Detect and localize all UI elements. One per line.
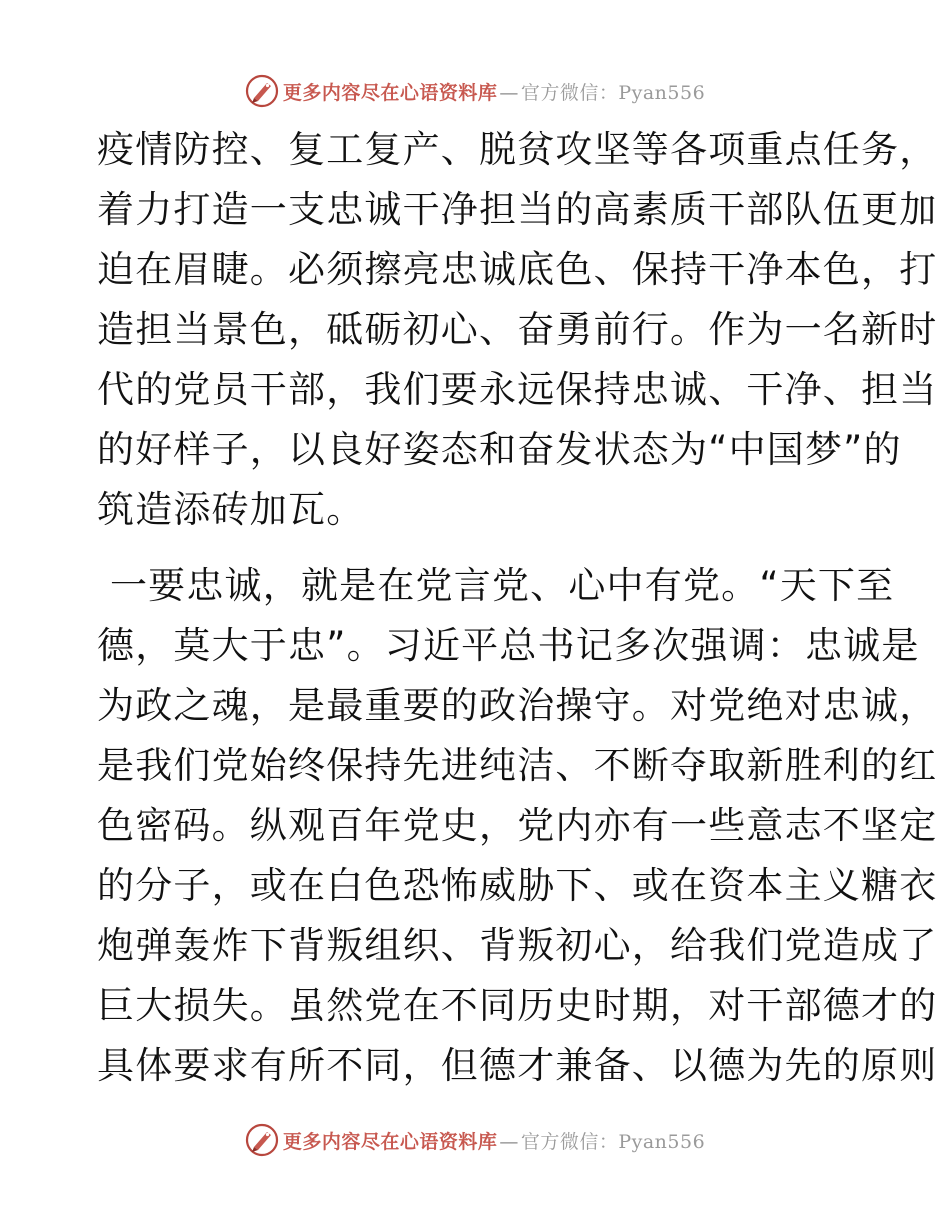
banner-dash: — <box>499 1130 519 1153</box>
banner-dash: — <box>499 81 519 104</box>
text-line: 疫情防控、复工复产、脱贫攻坚等各项重点任务， <box>97 128 938 171</box>
banner-main-text: 更多内容尽在心语资料库 <box>282 81 498 104</box>
header-banner <box>0 73 950 109</box>
text-line: 的好样子，以良好姿态和奋发状态为“中国梦”的 <box>97 428 902 471</box>
text-line: 炮弹轰炸下背叛组织、背叛初心，给我们党造成了 <box>97 924 938 967</box>
pen-nib-logo-icon <box>245 74 279 108</box>
text-line: 一要忠诚，就是在党言党、心中有党。“天下至 <box>97 564 895 607</box>
banner-text <box>283 1127 705 1154</box>
text-line: 德，莫大于忠”。习近平总书记多次强调：忠诚是 <box>97 624 920 667</box>
banner-wechat-text: 官方微信：Pyan556 <box>520 1130 706 1153</box>
pen-nib-logo-icon <box>245 1123 279 1157</box>
text-line: 迫在眉睫。必须擦亮忠诚底色、保持干净本色，打 <box>97 248 938 291</box>
paragraph-1 <box>97 120 938 540</box>
text-line: 色密码。纵观百年党史，党内亦有一些意志不坚定 <box>97 804 938 847</box>
footer-banner <box>0 1122 950 1158</box>
text-line: 具体要求有所不同，但德才兼备、以德为先的原则 <box>97 1044 938 1087</box>
banner-text <box>283 78 705 105</box>
text-line: 是我们党始终保持先进纯洁、不断夺取新胜利的红 <box>97 744 938 787</box>
paragraph-2 <box>97 556 938 1096</box>
text-line: 造担当景色，砥砺初心、奋勇前行。作为一名新时 <box>97 308 938 351</box>
text-line: 代的党员干部，我们要永远保持忠诚、干净、担当 <box>97 368 938 411</box>
text-line: 筑造添砖加瓦。 <box>97 488 365 531</box>
text-line: 的分子，或在白色恐怖威胁下、或在资本主义糖衣 <box>97 864 938 907</box>
banner-wechat-text: 官方微信：Pyan556 <box>520 81 706 104</box>
body-content <box>97 120 938 1096</box>
text-line: 为政之魂，是最重要的政治操守。对党绝对忠诚， <box>97 684 938 727</box>
text-line: 巨大损失。虽然党在不同历史时期，对干部德才的 <box>97 984 938 1027</box>
text-line: 着力打造一支忠诚干净担当的高素质干部队伍更加 <box>97 188 938 231</box>
banner-main-text: 更多内容尽在心语资料库 <box>282 1130 498 1153</box>
